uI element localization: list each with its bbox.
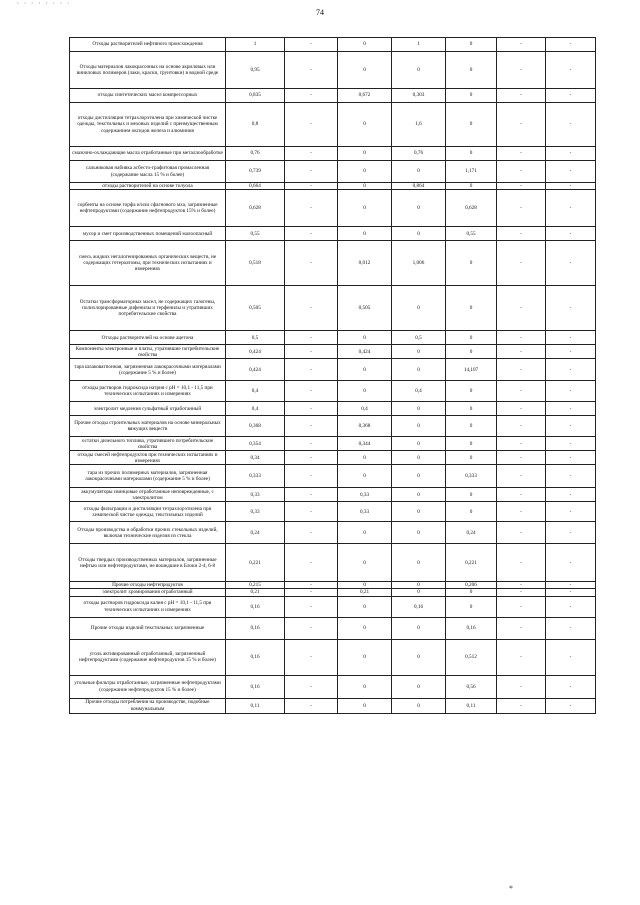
table-row bbox=[70, 544, 596, 582]
table-row bbox=[70, 52, 596, 89]
value-cell: 0 bbox=[446, 147, 497, 161]
value-cell: - bbox=[285, 38, 338, 52]
value-cell: - bbox=[546, 359, 596, 381]
value-cell: 0,505 bbox=[338, 286, 392, 331]
value-cell: 0 bbox=[392, 675, 446, 698]
value-cell: 0 bbox=[446, 589, 497, 596]
table-row bbox=[70, 331, 596, 345]
value-cell: 0 bbox=[446, 38, 497, 52]
value-cell: 0,95 bbox=[226, 52, 285, 89]
value-cell: 0 bbox=[338, 331, 392, 345]
value-cell: 0 bbox=[338, 183, 392, 190]
table-row bbox=[70, 488, 596, 502]
value-cell: 0,5 bbox=[392, 331, 446, 345]
value-cell: - bbox=[497, 639, 546, 675]
value-cell: - bbox=[285, 596, 338, 617]
waste-name-cell: электролит медления сульфатный отработанный bbox=[70, 402, 226, 416]
value-cell: - bbox=[285, 89, 338, 103]
table-row bbox=[70, 381, 596, 402]
value-cell: 0,221 bbox=[226, 544, 285, 582]
value-cell: 0 bbox=[446, 381, 497, 402]
value-cell: - bbox=[497, 617, 546, 639]
value-cell: - bbox=[546, 52, 596, 89]
value-cell: - bbox=[497, 381, 546, 402]
value-cell: - bbox=[285, 183, 338, 190]
value-cell: 0 bbox=[446, 416, 497, 437]
waste-name-cell: остатки дизельного топлива, утратившего потребительские свойства bbox=[70, 437, 226, 451]
footer-mark: * bbox=[509, 884, 513, 893]
waste-name-cell: сальниковая набивка асбесто-графитовая промасленная (содержание масла 15 % и более) bbox=[70, 161, 226, 183]
value-cell: - bbox=[285, 359, 338, 381]
value-cell: 0 bbox=[338, 147, 392, 161]
value-cell: 0 bbox=[338, 582, 392, 589]
waste-name-cell: Остатки трансформаторных масел, не содержащих галогены, полихлорированные дифенилы и терфенилы и утративших потребительские свойства bbox=[70, 286, 226, 331]
value-cell: 0,16 bbox=[392, 596, 446, 617]
value-cell: 0 bbox=[338, 451, 392, 465]
value-cell: 0,012 bbox=[338, 241, 392, 286]
table-row bbox=[70, 183, 596, 190]
value-cell: 0,424 bbox=[226, 359, 285, 381]
value-cell: 0,505 bbox=[226, 286, 285, 331]
value-cell: 0 bbox=[446, 596, 497, 617]
table-row bbox=[70, 103, 596, 147]
value-cell: 0 bbox=[446, 286, 497, 331]
value-cell: 0,664 bbox=[226, 183, 285, 190]
waste-name-cell: Прочие отходы изделий текстильных загрязненные bbox=[70, 617, 226, 639]
value-cell: - bbox=[285, 331, 338, 345]
value-cell: 0 bbox=[392, 359, 446, 381]
value-cell: 0 bbox=[446, 488, 497, 502]
value-cell: 0 bbox=[392, 227, 446, 241]
value-cell: 0,221 bbox=[446, 544, 497, 582]
value-cell: - bbox=[546, 241, 596, 286]
value-cell: 0 bbox=[446, 345, 497, 359]
value-cell: 0 bbox=[338, 38, 392, 52]
value-cell: 0 bbox=[392, 698, 446, 713]
value-cell: 0 bbox=[392, 582, 446, 589]
value-cell: - bbox=[546, 183, 596, 190]
value-cell: - bbox=[285, 617, 338, 639]
waste-name-cell: Отходы растворителей нефтяного происхождения bbox=[70, 38, 226, 52]
value-cell: - bbox=[285, 227, 338, 241]
waste-name-cell: отходы растворов гидроксида калия с pH = 10,1 - 11,5 при технических испытаниях и измерениях bbox=[70, 596, 226, 617]
value-cell: - bbox=[285, 544, 338, 582]
value-cell: - bbox=[285, 639, 338, 675]
value-cell: 0 bbox=[446, 451, 497, 465]
waste-name-cell: смесь жидких негалогенированных органических веществ, не содержащих гетероатомы, при технических испытаниях и измерениях bbox=[70, 241, 226, 286]
value-cell: 0 bbox=[392, 437, 446, 451]
waste-name-cell: сорбенты на основе торфа и/или сфагнового мха, загрязненные нефтепродуктами (содержание нефтепродуктов 15% и более) bbox=[70, 190, 226, 227]
waste-name-cell: тара из прочих полимерных материалов, загрязненная лакокрасочными материалами (содержание 5 % и более) bbox=[70, 465, 226, 488]
waste-name-cell: отходы смесей нефтепродуктов при технических испытаниях и измерениях bbox=[70, 451, 226, 465]
scan-edge-mark: · · · · · · · · bbox=[16, 0, 71, 7]
waste-name-cell: Отходы производства и обработки прочих стекольных изделий, включая технические изделия из стекла bbox=[70, 522, 226, 544]
table-row bbox=[70, 38, 596, 52]
table-row bbox=[70, 161, 596, 183]
value-cell: - bbox=[497, 147, 546, 161]
value-cell: - bbox=[546, 345, 596, 359]
value-cell: 0,16 bbox=[446, 617, 497, 639]
value-cell: 0,5 bbox=[226, 331, 285, 345]
value-cell: 0,24 bbox=[226, 522, 285, 544]
value-cell: 0 bbox=[446, 89, 497, 103]
table-row bbox=[70, 147, 596, 161]
value-cell: - bbox=[285, 402, 338, 416]
value-cell: 0,16 bbox=[226, 596, 285, 617]
value-cell: - bbox=[285, 52, 338, 89]
value-cell: 0 bbox=[392, 345, 446, 359]
value-cell: 0 bbox=[338, 359, 392, 381]
value-cell: - bbox=[546, 402, 596, 416]
value-cell: - bbox=[497, 359, 546, 381]
value-cell: - bbox=[497, 596, 546, 617]
table-row bbox=[70, 596, 596, 617]
value-cell: 0,518 bbox=[226, 241, 285, 286]
value-cell: 0 bbox=[392, 416, 446, 437]
value-cell: 0,512 bbox=[446, 639, 497, 675]
value-cell: - bbox=[497, 698, 546, 713]
value-cell: - bbox=[497, 488, 546, 502]
table-row bbox=[70, 675, 596, 698]
value-cell: - bbox=[546, 437, 596, 451]
table-row bbox=[70, 286, 596, 331]
value-cell: 0,16 bbox=[226, 675, 285, 698]
page-number: 74 bbox=[316, 8, 324, 17]
table-row bbox=[70, 522, 596, 544]
value-cell: 0 bbox=[392, 522, 446, 544]
table-row bbox=[70, 698, 596, 713]
value-cell: - bbox=[546, 502, 596, 522]
value-cell: 0 bbox=[338, 52, 392, 89]
value-cell: 0 bbox=[392, 52, 446, 89]
value-cell: 1 bbox=[392, 38, 446, 52]
value-cell: 0,16 bbox=[226, 617, 285, 639]
waste-name-cell: мусор и смет производственных помещений малоопасный bbox=[70, 227, 226, 241]
value-cell: 0 bbox=[338, 617, 392, 639]
waste-name-cell: Отходы растворителей на основе ацетона bbox=[70, 331, 226, 345]
waste-name-cell: Прочие отходы строительных материалов на основе минеральных вяжущих веществ bbox=[70, 416, 226, 437]
value-cell: - bbox=[546, 589, 596, 596]
waste-table bbox=[69, 37, 596, 714]
waste-name-cell: электролит хромирования отработанный bbox=[70, 589, 226, 596]
value-cell: 1,6 bbox=[392, 103, 446, 147]
value-cell: 0,672 bbox=[338, 89, 392, 103]
waste-name-cell: отходы фильтрации и дистилляции тетрахлорэтилена при химической чистке одежды, текстильных изделий bbox=[70, 502, 226, 522]
value-cell: 0 bbox=[338, 465, 392, 488]
waste-name-cell: отходы растворителей на основе толуола bbox=[70, 183, 226, 190]
value-cell: - bbox=[285, 589, 338, 596]
waste-name-cell: уголь активированный отработанный, загрязненный нефтепродуктами (содержание нефтепродуктов 15 % и более) bbox=[70, 639, 226, 675]
value-cell: - bbox=[497, 183, 546, 190]
value-cell: - bbox=[546, 675, 596, 698]
value-cell: - bbox=[497, 38, 546, 52]
value-cell: 0,628 bbox=[226, 190, 285, 227]
value-cell: - bbox=[546, 617, 596, 639]
table-row bbox=[70, 359, 596, 381]
value-cell: 0,33 bbox=[338, 502, 392, 522]
value-cell: - bbox=[497, 227, 546, 241]
table-row bbox=[70, 437, 596, 451]
table-row bbox=[70, 589, 596, 596]
waste-name-cell: отходы дистилляции тетрахлорэтилена при химической чистке одежды, текстильных и меховых изделий с преимущественным содержанием оксидов железа и алюминия bbox=[70, 103, 226, 147]
value-cell: 0,8 bbox=[226, 103, 285, 147]
value-cell: - bbox=[285, 488, 338, 502]
value-cell: 0,33 bbox=[338, 488, 392, 502]
value-cell: 0 bbox=[338, 675, 392, 698]
table-row bbox=[70, 617, 596, 639]
value-cell: 0,16 bbox=[226, 639, 285, 675]
value-cell: - bbox=[497, 589, 546, 596]
value-cell: 0,11 bbox=[226, 698, 285, 713]
value-cell: 0,333 bbox=[446, 465, 497, 488]
value-cell: - bbox=[546, 451, 596, 465]
value-cell: 0 bbox=[338, 596, 392, 617]
value-cell: 0 bbox=[392, 402, 446, 416]
value-cell: - bbox=[546, 38, 596, 52]
value-cell: - bbox=[497, 345, 546, 359]
value-cell: 0 bbox=[392, 190, 446, 227]
value-cell: 0 bbox=[338, 227, 392, 241]
value-cell: - bbox=[546, 639, 596, 675]
value-cell: - bbox=[546, 89, 596, 103]
value-cell: - bbox=[497, 241, 546, 286]
value-cell: - bbox=[497, 522, 546, 544]
table-row bbox=[70, 241, 596, 286]
value-cell: 0 bbox=[446, 183, 497, 190]
value-cell: 0 bbox=[338, 190, 392, 227]
value-cell: 0,4 bbox=[392, 381, 446, 402]
waste-name-cell: Отходы материалов лакокрасочных на основе акриловых или виниловых полимеров (лаки, краски, грунтовки) в водной среде bbox=[70, 52, 226, 89]
value-cell: 1,006 bbox=[392, 241, 446, 286]
value-cell: - bbox=[497, 437, 546, 451]
value-cell: - bbox=[546, 522, 596, 544]
value-cell: - bbox=[285, 381, 338, 402]
value-cell: - bbox=[285, 286, 338, 331]
value-cell: - bbox=[546, 698, 596, 713]
value-cell: 0,11 bbox=[446, 698, 497, 713]
value-cell: - bbox=[546, 381, 596, 402]
value-cell: 0,33 bbox=[226, 488, 285, 502]
value-cell: - bbox=[497, 544, 546, 582]
waste-name-cell: Прочие отходы потребления на производстве, подобные коммунальным bbox=[70, 698, 226, 713]
value-cell: 0,21 bbox=[338, 589, 392, 596]
table-row bbox=[70, 402, 596, 416]
value-cell: - bbox=[497, 89, 546, 103]
value-cell: 0 bbox=[446, 402, 497, 416]
value-cell: - bbox=[285, 698, 338, 713]
value-cell: 0,835 bbox=[226, 89, 285, 103]
value-cell: - bbox=[497, 286, 546, 331]
value-cell: - bbox=[546, 331, 596, 345]
value-cell: - bbox=[546, 416, 596, 437]
value-cell: 0,333 bbox=[226, 465, 285, 488]
value-cell: - bbox=[285, 522, 338, 544]
value-cell: - bbox=[285, 582, 338, 589]
value-cell: - bbox=[285, 416, 338, 437]
value-cell: - bbox=[285, 103, 338, 147]
value-cell: 0 bbox=[392, 488, 446, 502]
value-cell: - bbox=[285, 675, 338, 698]
value-cell: 14,107 bbox=[446, 359, 497, 381]
table-row bbox=[70, 89, 596, 103]
value-cell: - bbox=[546, 465, 596, 488]
table-row bbox=[70, 639, 596, 675]
value-cell: - bbox=[497, 416, 546, 437]
value-cell: - bbox=[285, 147, 338, 161]
table-row bbox=[70, 190, 596, 227]
waste-name-cell: отходы синтетических масел компрессорных bbox=[70, 89, 226, 103]
value-cell: 0 bbox=[446, 52, 497, 89]
waste-name-cell: Прочие отходы нефтепродуктов bbox=[70, 582, 226, 589]
value-cell: - bbox=[497, 52, 546, 89]
value-cell: 0,303 bbox=[392, 89, 446, 103]
value-cell: 0 bbox=[392, 465, 446, 488]
waste-table-body bbox=[70, 38, 596, 714]
value-cell: - bbox=[546, 286, 596, 331]
table-row bbox=[70, 227, 596, 241]
value-cell: - bbox=[285, 437, 338, 451]
value-cell: - bbox=[497, 451, 546, 465]
value-cell: 0,33 bbox=[226, 502, 285, 522]
waste-name-cell: Компоненты электронные и платы, утратившие потребительские свойства bbox=[70, 345, 226, 359]
value-cell: - bbox=[497, 402, 546, 416]
value-cell: 0,4 bbox=[226, 402, 285, 416]
value-cell: 0,56 bbox=[446, 675, 497, 698]
value-cell: 0,76 bbox=[392, 147, 446, 161]
value-cell: 0,368 bbox=[338, 416, 392, 437]
value-cell: - bbox=[546, 147, 596, 161]
waste-name-cell: Отходы твердых производственных материалов, загрязненные нефтью или нефтепродуктами, не вошедшие в Блоки 2-4, 6-8 bbox=[70, 544, 226, 582]
waste-name-cell: смазочно-охлаждающие масла отработанные при металлообработке bbox=[70, 147, 226, 161]
value-cell: - bbox=[546, 190, 596, 227]
value-cell: 0 bbox=[446, 502, 497, 522]
value-cell: - bbox=[285, 465, 338, 488]
value-cell: 0,34 bbox=[226, 451, 285, 465]
value-cell: 0 bbox=[338, 522, 392, 544]
value-cell: 0,424 bbox=[338, 345, 392, 359]
value-cell: 0 bbox=[338, 544, 392, 582]
value-cell: 0 bbox=[446, 241, 497, 286]
value-cell: - bbox=[546, 544, 596, 582]
value-cell: 0 bbox=[392, 451, 446, 465]
value-cell: - bbox=[497, 675, 546, 698]
waste-name-cell: тара шлаковатпонная, загрязненная лакокрасочными материалами (содержание 5 % и более) bbox=[70, 359, 226, 381]
value-cell: 0,4 bbox=[338, 402, 392, 416]
value-cell: - bbox=[285, 502, 338, 522]
value-cell: 0 bbox=[338, 161, 392, 183]
value-cell: 0,55 bbox=[446, 227, 497, 241]
value-cell: 0,206 bbox=[446, 582, 497, 589]
table-row bbox=[70, 416, 596, 437]
value-cell: - bbox=[546, 488, 596, 502]
value-cell: 0,21 bbox=[226, 589, 285, 596]
value-cell: 0 bbox=[338, 698, 392, 713]
waste-name-cell: угольные фильтры отработанные, загрязненные нефтепродуктами (содержание нефтепродуктов 15 % и более) bbox=[70, 675, 226, 698]
value-cell: - bbox=[285, 190, 338, 227]
value-cell: 0 bbox=[392, 161, 446, 183]
value-cell: 0,24 bbox=[446, 522, 497, 544]
value-cell: 0,215 bbox=[226, 582, 285, 589]
value-cell: - bbox=[285, 161, 338, 183]
table-row bbox=[70, 451, 596, 465]
value-cell: 0 bbox=[338, 381, 392, 402]
value-cell: 0,424 bbox=[226, 345, 285, 359]
table-row bbox=[70, 582, 596, 589]
value-cell: 0 bbox=[392, 544, 446, 582]
value-cell: - bbox=[497, 190, 546, 227]
waste-name-cell: аккумуляторы свинцовые отработанные неповрежденные, с электролитом bbox=[70, 488, 226, 502]
value-cell: - bbox=[497, 103, 546, 147]
value-cell: 0 bbox=[392, 589, 446, 596]
value-cell: - bbox=[497, 582, 546, 589]
value-cell: 0,864 bbox=[392, 183, 446, 190]
value-cell: 0 bbox=[338, 103, 392, 147]
value-cell: 0,344 bbox=[338, 437, 392, 451]
value-cell: 0 bbox=[446, 331, 497, 345]
value-cell: 1 bbox=[226, 38, 285, 52]
value-cell: 0 bbox=[338, 639, 392, 675]
value-cell: - bbox=[497, 331, 546, 345]
value-cell: - bbox=[285, 451, 338, 465]
value-cell: - bbox=[285, 345, 338, 359]
value-cell: 0 bbox=[446, 103, 497, 147]
value-cell: - bbox=[497, 502, 546, 522]
value-cell: 0 bbox=[392, 639, 446, 675]
value-cell: 0 bbox=[392, 502, 446, 522]
value-cell: 0,628 bbox=[446, 190, 497, 227]
value-cell: 0,55 bbox=[226, 227, 285, 241]
table-row bbox=[70, 465, 596, 488]
value-cell: 1,171 bbox=[446, 161, 497, 183]
value-cell: - bbox=[285, 241, 338, 286]
value-cell: - bbox=[497, 465, 546, 488]
value-cell: 0 bbox=[446, 437, 497, 451]
table-row bbox=[70, 345, 596, 359]
value-cell: 0,739 bbox=[226, 161, 285, 183]
value-cell: 0 bbox=[392, 617, 446, 639]
value-cell: 0,368 bbox=[226, 416, 285, 437]
waste-name-cell: отходы растворов гидроксида натрия с pH = 10,1 - 11,5 при технических испытаниях и измерениях bbox=[70, 381, 226, 402]
table-row bbox=[70, 502, 596, 522]
value-cell: - bbox=[546, 227, 596, 241]
value-cell: 0,76 bbox=[226, 147, 285, 161]
value-cell: - bbox=[546, 103, 596, 147]
value-cell: - bbox=[497, 161, 546, 183]
value-cell: - bbox=[546, 161, 596, 183]
value-cell: - bbox=[546, 596, 596, 617]
value-cell: - bbox=[546, 582, 596, 589]
value-cell: 0,354 bbox=[226, 437, 285, 451]
value-cell: 0 bbox=[392, 286, 446, 331]
value-cell: 0,4 bbox=[226, 381, 285, 402]
